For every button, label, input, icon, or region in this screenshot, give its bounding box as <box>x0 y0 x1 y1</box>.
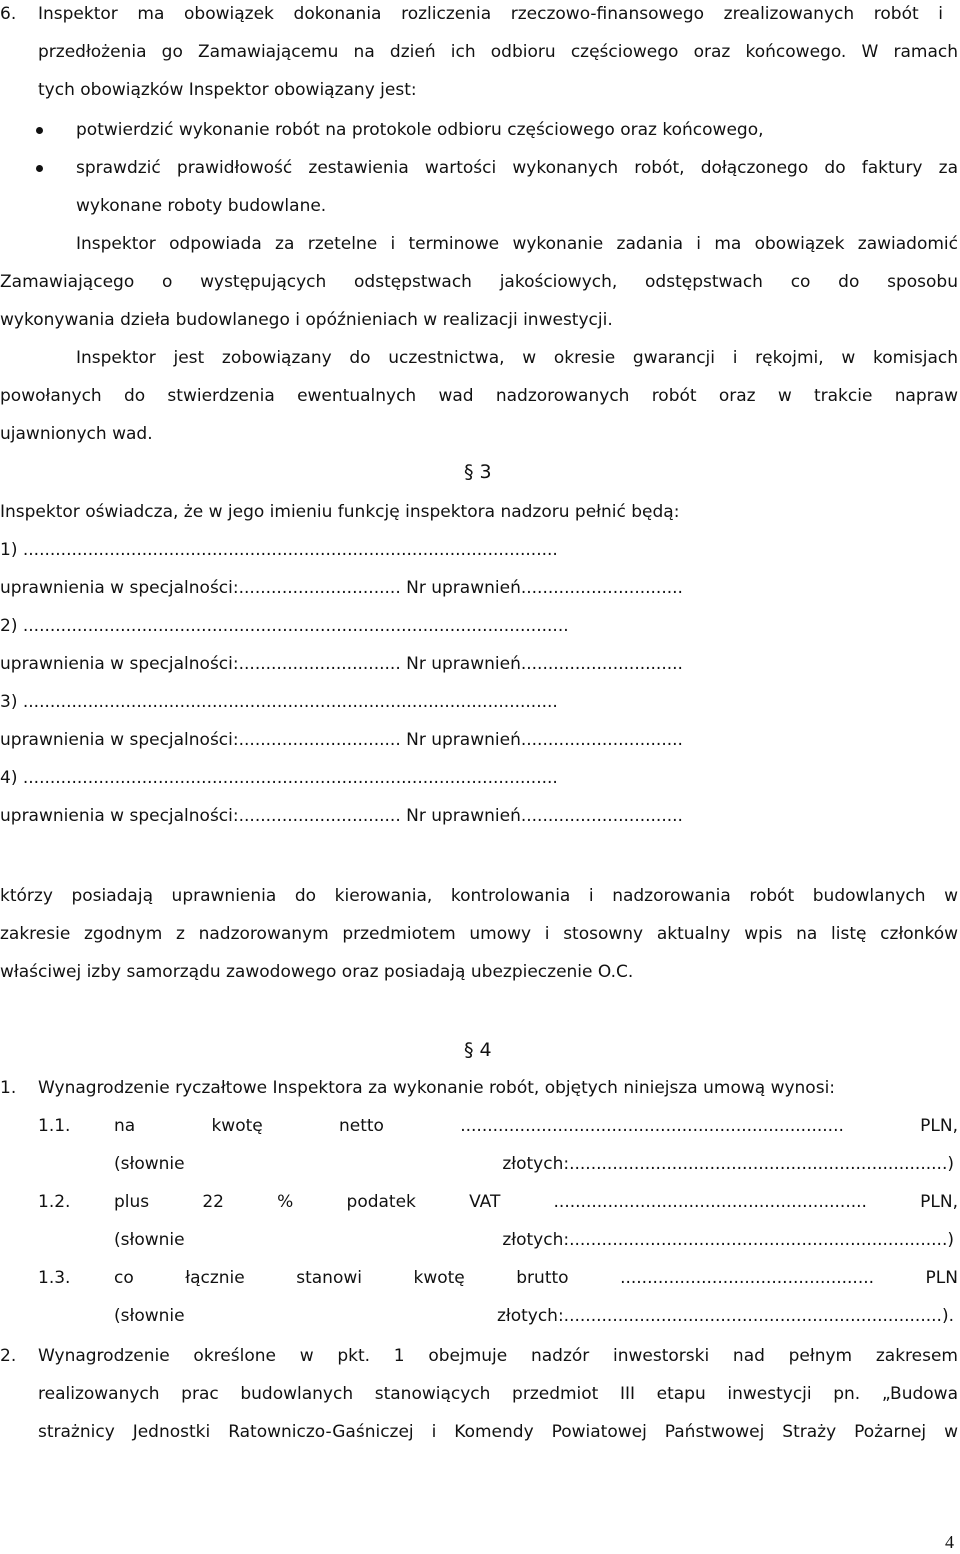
subpoint-1-2-number: 1.2. <box>38 1192 71 1212</box>
section-4-point-2-line-3: strażnicy Jednostki Ratowniczo-Gaśniczej i Komendy Powiatowej Państwowej Straży Pożarnej w <box>38 1422 958 1442</box>
section-4-point-2-line-2: realizowanych prac budowlanych stanowiących przedmiot III etapu inwestycji pn. „Budowa <box>38 1384 958 1404</box>
inspector-4-name: 4) ................................................................................................... <box>0 768 558 788</box>
item-6-line-3: tych obowiązków Inspektor obowiązany jest: <box>38 80 417 100</box>
bullet-icon <box>36 165 43 172</box>
subpoint-1-3-words: (słownie złotych:......................................................................). <box>114 1306 954 1326</box>
bullet-icon <box>36 127 43 134</box>
inspector-3-name: 3) ................................................................................................... <box>0 692 558 712</box>
para-2-line-3: ujawnionych wad. <box>0 424 153 444</box>
inspector-4-credentials: uprawnienia w specjalności:.............................. Nr uprawnień.............................. <box>0 806 683 826</box>
para-1-line-2: Zamawiającego o występujących odstępstwach jakościowych, odstępstwach co do sposobu <box>0 272 958 292</box>
inspector-2-credentials: uprawnienia w specjalności:.............................. Nr uprawnień.............................. <box>0 654 683 674</box>
subpoint-1-1-number: 1.1. <box>38 1116 71 1136</box>
para-1-line-3: wykonywania dzieła budowlanego i opóźnieniach w realizacji inwestycji. <box>0 310 613 330</box>
section-4-point-1-number: 1. <box>0 1078 17 1098</box>
section-4-point-2-number: 2. <box>0 1346 17 1366</box>
para-2-line-1: Inspektor jest zobowiązany do uczestnictwa, w okresie gwarancji i rękojmi, w komisjach <box>76 348 958 368</box>
item-6-line-2: przedłożenia go Zamawiającemu na dzień ich odbioru częściowego oraz końcowego. W ramach <box>38 42 958 62</box>
item-6-line-1: Inspektor ma obowiązek dokonania rozliczenia rzeczowo-finansowego zrealizowanych robót i <box>38 4 943 24</box>
subpoint-1-2-words: (słownie złotych:......................................................................) <box>114 1230 954 1250</box>
bullet-2-line-1: sprawdzić prawidłowość zestawienia wartości wykonanych robót, dołączonego do faktury za <box>76 158 958 178</box>
section-4-point-2-line-1: Wynagrodzenie określone w pkt. 1 obejmuje nadzór inwestorski nad pełnym zakresem <box>38 1346 958 1366</box>
section-4-point-1-text: Wynagrodzenie ryczałtowe Inspektora za wykonanie robót, objętych niniejsza umową wynosi: <box>38 1078 836 1098</box>
page-number: 4 <box>945 1532 954 1552</box>
bullet-2-line-2: wykonane roboty budowlane. <box>76 196 327 216</box>
subpoint-1-1-words: (słownie złotych:......................................................................) <box>114 1154 954 1174</box>
subpoint-1-3-number: 1.3. <box>38 1268 71 1288</box>
para-3-line-2: zakresie zgodnym z nadzorowanym przedmiotem umowy i stosowny aktualny wpis na listę członków <box>0 924 958 944</box>
section-3-intro: Inspektor oświadcza, że w jego imieniu funkcję inspektora nadzoru pełnić będą: <box>0 502 680 522</box>
item-6-number: 6. <box>0 4 17 24</box>
inspector-3-credentials: uprawnienia w specjalności:.............................. Nr uprawnień.............................. <box>0 730 683 750</box>
section-3-heading: § 3 <box>464 461 492 483</box>
subpoint-1-1-text: na kwotę netto ....................................................................... PLN, <box>114 1116 958 1136</box>
para-3-line-1: którzy posiadają uprawnienia do kierowania, kontrolowania i nadzorowania robót budowlanych w <box>0 886 958 906</box>
para-2-line-2: powołanych do stwierdzenia ewentualnych wad nadzorowanych robót oraz w trakcie napraw <box>0 386 958 406</box>
bullet-1-text: potwierdzić wykonanie robót na protokole odbioru częściowego oraz końcowego, <box>76 120 764 140</box>
inspector-2-name: 2) ..................................................................................................... <box>0 616 569 636</box>
para-1-line-1: Inspektor odpowiada za rzetelne i terminowe wykonanie zadania i ma obowiązek zawiadomić <box>76 234 958 254</box>
inspector-1-name: 1) ................................................................................................... <box>0 540 558 560</box>
subpoint-1-2-text: plus 22 % podatek VAT .......................................................... PLN, <box>114 1192 958 1212</box>
subpoint-1-3-text: co łącznie stanowi kwotę brutto ............................................... PLN <box>114 1268 958 1288</box>
para-3-line-3: właściwej izby samorządu zawodowego oraz posiadają ubezpieczenie O.C. <box>0 962 634 982</box>
section-4-heading: § 4 <box>464 1039 492 1061</box>
inspector-1-credentials: uprawnienia w specjalności:.............................. Nr uprawnień.............................. <box>0 578 683 598</box>
